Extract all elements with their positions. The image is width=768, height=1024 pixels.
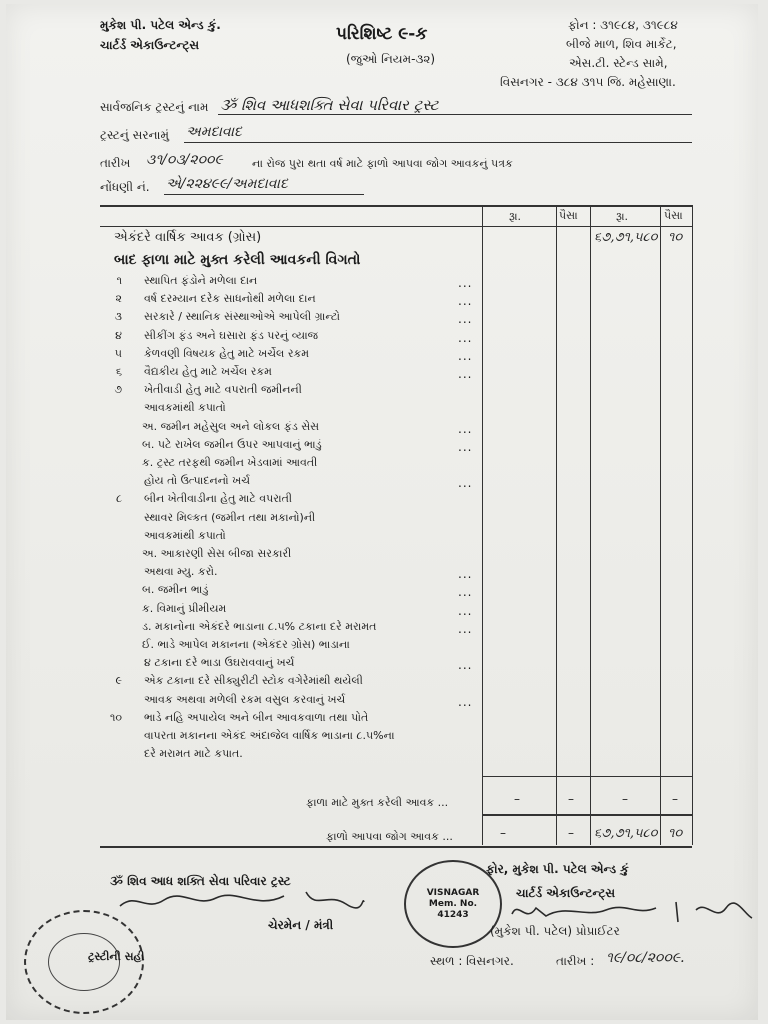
item-text: સ્થાપિત ફંડોને મળેલા દાન <box>144 274 258 287</box>
item-text: બીન ખેતીવાડીના હેતુ માટે વપરાતી <box>144 492 293 505</box>
trust-sign-name: ૐ શિવ આધ શક્તિ સેવા પરિવાર ટ્રસ્ટ <box>110 874 291 888</box>
table-header-border <box>100 226 692 227</box>
trust-name-value: ૐ શિવ આધશક્તિ સેવા પરિવાર ટ્રસ્ટ <box>220 96 439 114</box>
item-text: સીકીંગ ફંડ અને ઘસારા ફંડ પરનું વ્યાજ <box>144 329 319 342</box>
item-dots: ... <box>458 622 473 636</box>
gross-income-label: એકંદરે વાર્ષિક આવક (ગ્રોસ) <box>114 230 262 245</box>
item-text: હોય તો ઉત્પાદનનો ખર્ચ <box>144 474 250 487</box>
item-number: ૯ <box>115 674 122 687</box>
item-text: દરે મરામત માટે કપાત. <box>144 747 243 760</box>
exempt-income-paise-2: – <box>672 792 678 806</box>
item-text: બ. પટે રાખેલ જમીન ઉપર આપવાનું ભાડું <box>142 438 322 451</box>
exempt-income-paise: – <box>568 792 574 806</box>
chairman-signature <box>116 886 366 916</box>
date-suffix: ના રોજ પુરા થતા વર્ષ માટે ફાળો આપવા જોગ આવકનું પત્રક <box>252 157 513 170</box>
item-text: અથવા મ્યુ. કરો. <box>144 565 218 578</box>
item-dots: ... <box>458 294 473 308</box>
gross-income-value: ૬૭,૭૧,૫૮૦ <box>594 230 658 245</box>
contributable-income-paise: – <box>568 826 574 840</box>
trust-name-label: સાર્વજનિક ટ્રસ્ટનું નામ <box>100 100 209 114</box>
col-header-paise-1: પૈસા <box>559 209 578 222</box>
item-text: આવકમાંથી કપાતો <box>144 529 226 542</box>
item-dots: ... <box>458 604 473 618</box>
item-text: એક ટકાના દરે સીક્યુરીટી સ્ટોક વગેરેમાંથી થયેલી <box>144 674 363 687</box>
item-dots: ... <box>458 440 473 454</box>
gross-income-paise: ૧૦ <box>668 230 683 245</box>
item-text: ૪ ટકાના દરે ભાડા ઉઘરાવવાનું ખર્ચ <box>144 656 295 669</box>
place-label: સ્થળ : વિસનગર. <box>430 954 514 968</box>
exempt-income-rs-2: – <box>622 792 628 806</box>
item-text: ક. વિમાનું પ્રીમીયમ <box>142 602 227 615</box>
item-dots: ... <box>458 312 473 326</box>
trust-address-label: ટ્રસ્ટનું સરનામું <box>100 128 169 142</box>
item-dots: ... <box>458 585 473 599</box>
firm-address-1: બીજે માળ, શિવ માર્કેટ, <box>566 37 677 51</box>
item-text: સરકારે / સ્થાનિક સંસ્થાઓએ આપેલી ગ્રાન્ટો <box>144 310 341 323</box>
firm-phone: ફોન : ૩૧૯૮૪, ૩૧૯૮૪ <box>568 18 678 32</box>
form-title: પરિશિષ્ટ ૯-ક <box>336 24 428 44</box>
item-dots: ... <box>458 567 473 581</box>
firm-address-3: વિસનગર - ૩૮૪ ૩૧૫ જિ. મહેસાણા. <box>500 75 676 89</box>
item-dots: ... <box>458 422 473 436</box>
item-text: કેળવણી વિષયક હેતુ માટે ખર્ચેલ રકમ <box>144 347 310 360</box>
item-text: અ. આકારણી સેસ બીજા સરકારી <box>142 547 292 560</box>
exempt-income-label: ફાળા માટે મુક્ત કરેલી આવક ... <box>306 796 449 809</box>
col-header-rs-1: રૂા. <box>509 210 522 223</box>
reg-value: એ/૨૨૪૯૯/અમદાવાદ <box>166 176 288 192</box>
chairman-label: ચેરમેન / મંત્રી <box>268 918 334 932</box>
reg-label: નોંધણી નં. <box>100 180 150 194</box>
table-bottom-border <box>100 846 692 848</box>
subtotal-line <box>482 776 692 777</box>
item-number: ૭ <box>114 383 122 396</box>
exempt-income-rs: – <box>514 792 520 806</box>
ca-for-label: ફોર, મુકેશ પી. પટેલ એન્ડ કું <box>486 862 629 876</box>
trust-address-value: અમદાવાદ <box>186 124 242 140</box>
trustee-signature-label: ટ્રસ્ટીની સહી <box>88 950 145 963</box>
trust-name-underline <box>218 114 692 115</box>
contributable-income-value-paise: ૧૦ <box>668 826 683 841</box>
item-text: ડ. મકાનોના એકંદરે ભાડાના ૮.૫% ટકાના દરે મરામત <box>142 620 377 633</box>
col-divider-1 <box>482 205 483 845</box>
item-text: અ. જમીન મહેસુલ અને લોકલ ફંડ સેસ <box>142 420 320 433</box>
footer-date-value: ૧૯/૦૮/૨૦૦૯. <box>606 950 685 966</box>
item-number: ૪ <box>115 329 122 342</box>
ca-proprietor: (મુકેશ પી. પટેલ) પ્રોપ્રાઈટર <box>490 924 620 938</box>
trust-address-underline <box>184 142 692 143</box>
ca-subtitle: ચાર્ટર્ડ એકાઉન્ટન્ટ્સ <box>516 886 616 900</box>
item-number: ૬ <box>115 365 122 378</box>
firm-name: મુકેશ પી. પટેલ એન્ડ કું. <box>100 18 221 32</box>
item-number: ૨ <box>115 292 122 305</box>
item-dots: ... <box>458 349 473 363</box>
item-dots: ... <box>458 276 473 290</box>
date-label: તારીખ <box>100 156 131 170</box>
footer-date-label: તારીખ : <box>556 954 595 968</box>
item-text: વૈદ્યકીય હેતુ માટે ખર્ચેલ રકમ <box>144 365 272 378</box>
item-text: વર્ષ દરમ્યાન દરેક સાધનોથી મળેલા દાન <box>144 292 316 305</box>
item-dots: ... <box>458 367 473 381</box>
item-dots: ... <box>458 331 473 345</box>
item-text: ખેતીવાડી હેતુ માટે વપરાતી જમીનની <box>144 383 302 396</box>
deductions-heading: બાદ ફાળા માટે મુક્ત કરેલી આવકની વિગતો <box>114 252 361 268</box>
contributable-income-label: ફાળો આપવા જોગ આવક ... <box>326 830 453 843</box>
seal-city: VISNAGAR <box>426 887 480 898</box>
item-text: બ. જમીન ભાડું <box>142 583 209 596</box>
document-page <box>6 4 758 1020</box>
item-dots: ... <box>458 476 473 490</box>
col-header-rs-2: રૂા. <box>616 210 629 223</box>
item-text: આવકમાંથી કપાતો <box>144 401 226 414</box>
item-number: ૩ <box>114 310 122 323</box>
item-text: ભાડે નહિ અપાયેલ અને બીન આવકવાળા તથા પોતે <box>144 711 369 724</box>
item-dots: ... <box>458 658 473 672</box>
total-line <box>482 814 692 816</box>
item-text: આવક અથવા મળેલી રકમ વસુલ કરવાનું ખર્ચ <box>144 693 346 706</box>
item-text: વાપરતા મકાનના એકંદ અંદાજેલ વાર્ષિક ભાડાના ૮.૫%ના <box>144 729 395 742</box>
firm-subtitle: ચાર્ટર્ડ એકાઉન્ટન્ટ્સ <box>100 38 200 52</box>
col-divider-4 <box>660 205 661 845</box>
reg-underline <box>164 194 364 195</box>
contributable-income-value: ૬૭,૭૧,૫૮૦ <box>594 826 658 841</box>
item-text: સ્થાવર મિલ્કત (જમીન તથા મકાનો)ની <box>144 511 316 524</box>
item-text: ઈ. ભાડે આપેલ મકાનના (એકંદર ગ્રોસ) ભાડાના <box>142 638 350 651</box>
item-number: ૫ <box>114 347 122 360</box>
item-number: ૮ <box>115 492 122 505</box>
item-dots: ... <box>458 695 473 709</box>
firm-address-2: એસ.ટી. સ્ટેન્ડ સામે, <box>569 56 668 70</box>
item-number: ૧૦ <box>109 711 122 724</box>
table-top-border <box>100 205 692 207</box>
contributable-income-rs: – <box>500 826 506 840</box>
form-rule: (જુઓ નિયમ-૩૨) <box>346 52 436 66</box>
col-divider-5 <box>692 205 693 845</box>
item-text: ક. ટ્રસ્ટ તરફથી જમીન ખેડવામાં આવતી <box>142 456 318 469</box>
col-divider-2 <box>556 205 557 845</box>
date-value: ૩૧/૦૩/૨૦૦૯ <box>146 152 223 168</box>
seal-mem: Mem. No. <box>428 898 478 909</box>
item-number: ૧ <box>116 274 122 287</box>
seal-number: 41243 <box>437 909 469 920</box>
col-divider-3 <box>590 205 591 845</box>
col-header-paise-2: પૈસા <box>664 209 683 222</box>
